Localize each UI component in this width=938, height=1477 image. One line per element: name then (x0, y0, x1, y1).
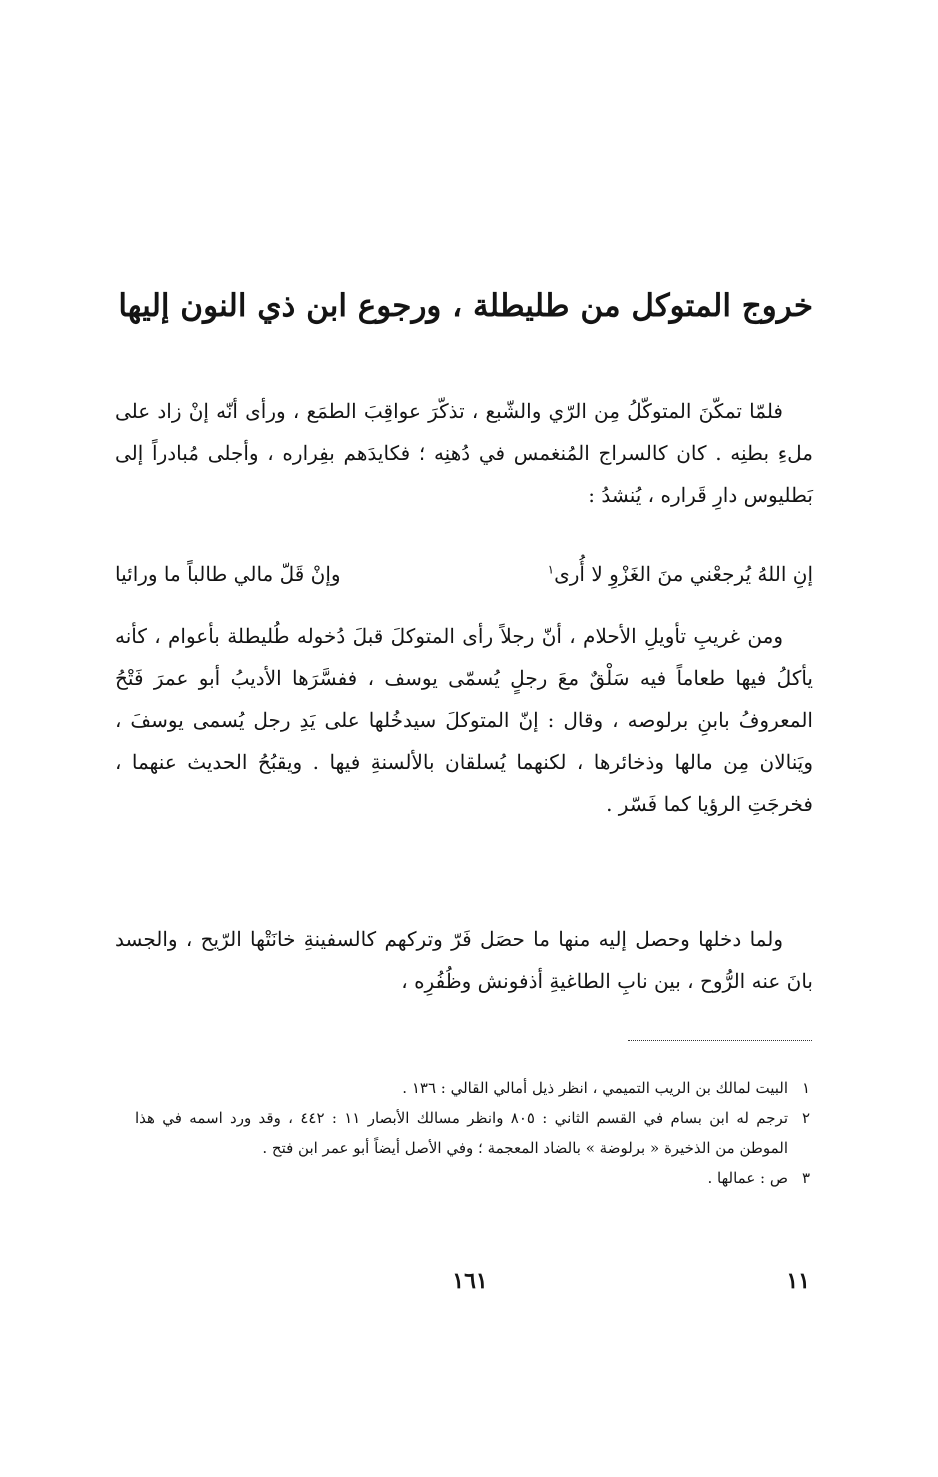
verse-second-hemistich: وإنْ قَلّ مالي طالباً ما ورائيا (115, 562, 341, 586)
footnote-text: ترجم له ابن بسام في القسم الثاني : ٨٠٥ وانظر مسالك الأبصار ١١ : ٤٤٢ ، وقد ورد اسمه في هذا الموطن من الذخيرة « برلوضة » بالضاد المعجمة ؛ وفي الأصل أيضاً أبو عمر ابن فتح . (135, 1109, 789, 1157)
page-number: ١٦١ (452, 1268, 488, 1294)
paragraph-2-text: ومن غريبِ تأويلِ الأحلام ، أنّ رجلاً رأى المتوكلَ قبلَ دُخوله طُليطلة بأعوام ، كأنه يأكلُ فيها طعاماً فيه سَلْقٌ معَ رجلٍ يُسمّى يوسف ، ففسَّرَها الأديبُ أبو عمرَ فَتْحُ المعروفُ بابنِ برلوصه ، وقال : إنّ المتوكلَ سيدخُلها على يَدِ رجل يُسمى يوسفَ ، ويَنالان مِن مالها وذخائرها ، لكنهما يُسلقان بالألسنةِ فيها . ويقبُحُ الحديث عنهما ، فخرجَتِ الرؤيا كما فَسّر . (115, 624, 813, 816)
footnote-number: ١ (801, 1079, 810, 1097)
footnote-2 (135, 1103, 810, 1163)
footnote-ref-1: ١ (547, 562, 555, 577)
footnote-number: ٢ (801, 1109, 810, 1127)
paragraph-1-text: فلمّا تمكّنَ المتوكّلُ مِن الرّي والشّبع ، تذكّرَ عواقِبَ الطمَع ، ورأى أنّه إنْ زاد على ملءِ بطنِه . كان كالسراج المُنغمس في دُهنِه ؛ فكايدَهم بفِراره ، وأجلى مُبادراً إلى بَطليوس دارِ قَراره ، يُنشدُ : (115, 399, 813, 507)
footnote-text: البيت لمالك بن الريب التميمي ، انظر ذيل أمالي القالي : ١٣٦ . (402, 1079, 788, 1097)
footnote-separator (628, 1040, 812, 1041)
verse-line (115, 553, 813, 595)
section-title: خروج المتوكل من طليطلة ، ورجوع ابن ذي النون إليها (118, 288, 813, 324)
footnote-text: ص : عمالها . (707, 1169, 788, 1187)
footnote-3 (135, 1163, 810, 1193)
signature-mark: ١١ (786, 1268, 810, 1294)
paragraph-3 (115, 918, 813, 1002)
paragraph-2 (115, 615, 813, 825)
paragraph-3-text: ولما دخلها وحصل إليه منها ما حصَل فَرّ وتركهم كالسفينةِ خانَتْها الرّيح ، والجسد بانَ عنه الرُّوح ، بين نابِ الطاغيةِ أذفونش وظُفُرِه ، (115, 927, 813, 993)
verse-first-hemistich: إنِ اللهُ يُرجعْني منَ الغَزْوِ لا أُرى$^١$ (547, 562, 813, 586)
footnote-1 (135, 1073, 810, 1103)
footnotes-list (135, 1073, 810, 1193)
paragraph-1 (115, 390, 813, 516)
footnote-number: ٣ (801, 1169, 810, 1187)
